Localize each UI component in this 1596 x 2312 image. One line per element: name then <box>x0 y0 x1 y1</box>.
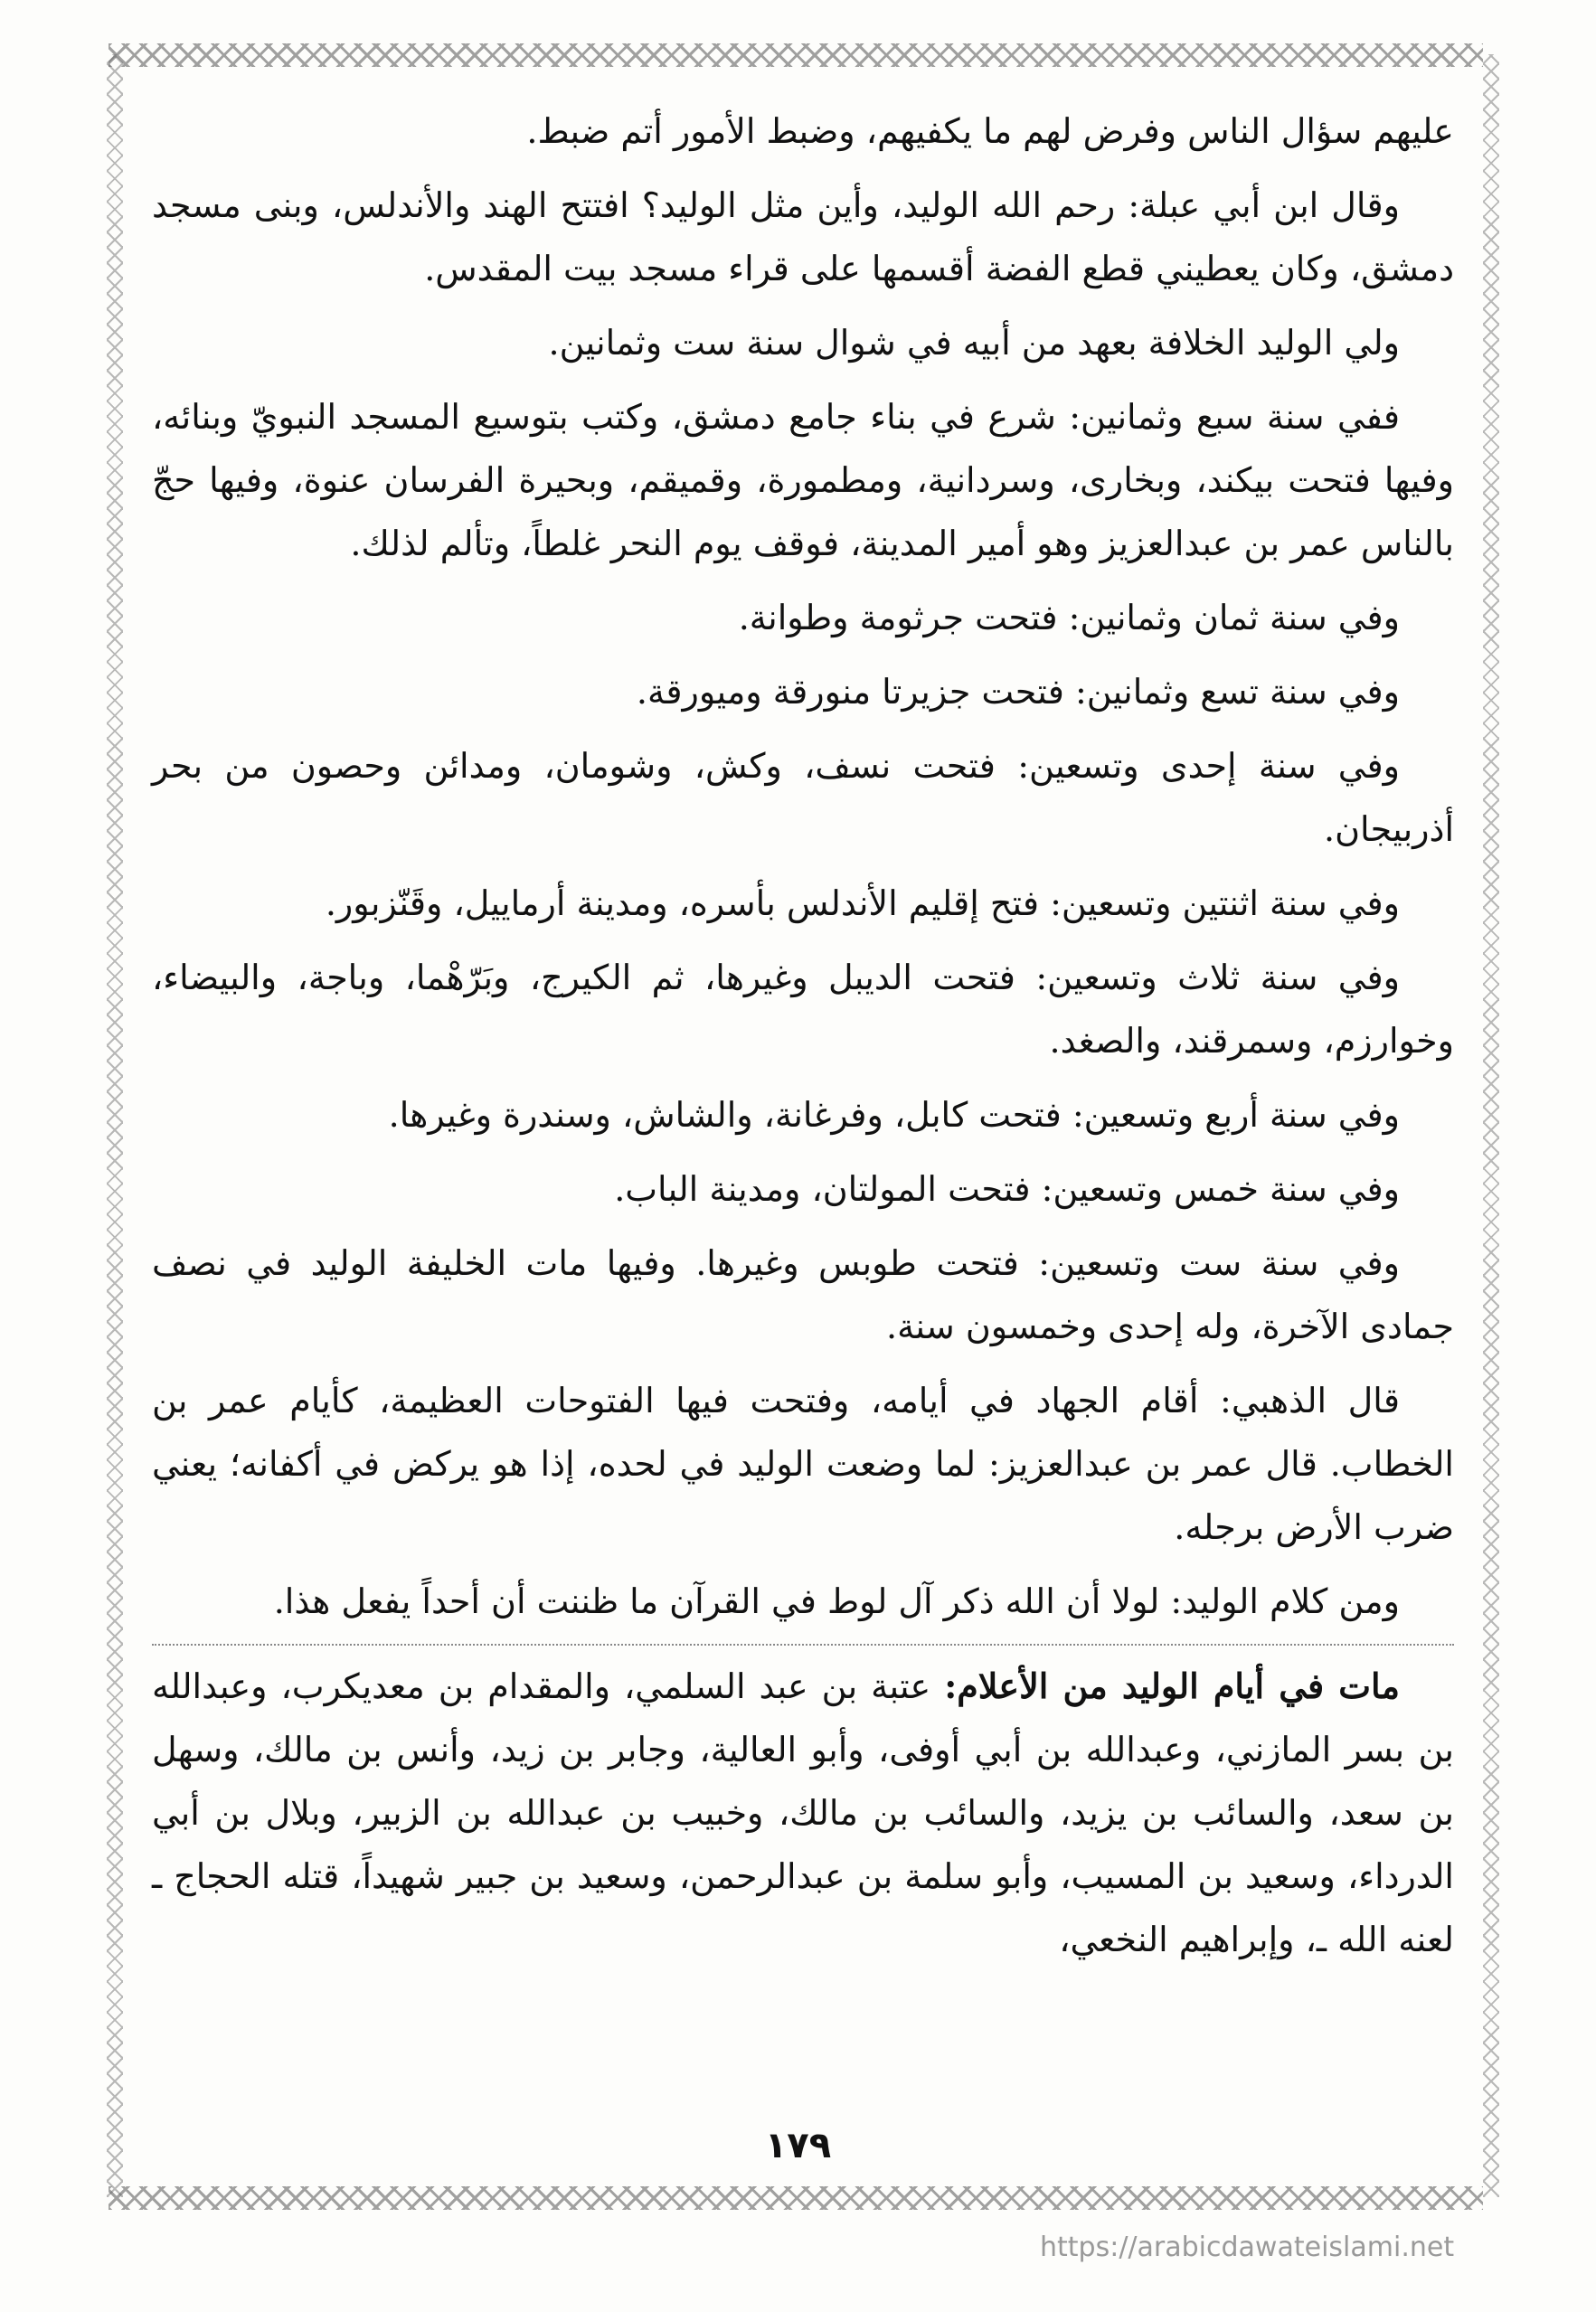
notables-text: عتبة بن عبد السلمي، والمقدام بن معديكرب، وعبدالله بن بسر المازني، وعبدالله بن أبي أوفى، وأبو العالية، وجابر بن زيد، وأنس بن مالك، وسهل بن سعد، والسائب بن يزيد، والسائب بن مالك، وخبيب بن عبدالله بن الزبير، وبلال بن أبي الدرداء، وسعيد بن المسيب، وأبو سلمة بن عبدالرحمن، وسعيد بن جبير شهيداً، قتله الحجاج ـ لعنه الله ـ، وإبراهيم النخعي، <box>152 1666 1454 1959</box>
paragraph: وفي سنة أربع وتسعين: فتحت كابل، وفرغانة، والشاش، وسندرة وغيرها. <box>388 1095 1400 1135</box>
paragraph: وفي سنة ست وتسعين: فتحت طوبس وغيرها. وفيها مات الخليفة الوليد في نصف جمادى الآخرة، وله إحدى وخمسون سنة. <box>152 1243 1454 1346</box>
paragraph: ومن كلام الوليد: لولا أن الله ذكر آل لوط في القرآن ما ظننت أن أحداً يفعل هذا. <box>273 1581 1400 1621</box>
paragraph: ففي سنة سبع وثمانين: شرع في بناء جامع دمشق، وكتب بتوسيع المسجد النبويّ وبنائه، وفيها فتحت بيكند، وبخارى، وسردانية، ومطمورة، وقميقم، وبحيرة الفرسان عنوة، وفيها حجّ بالناس عمر بن عبدالعزيز وهو أمير المدينة، فوقف يوم النحر غلطاً، وتألم لذلك. <box>152 397 1454 563</box>
paragraph: وفي سنة ثلاث وتسعين: فتحت الديبل وغيرها، ثم الكيرج، وبَرّهْما، وباجة، والبيضاء، وخوارزم، وسمرقند، والصغد. <box>152 958 1454 1061</box>
paragraph: وفي سنة إحدى وتسعين: فتحت نسف، وكش، وشومان، ومدائن وحصون من بحر أذربيجان. <box>152 746 1454 849</box>
notables-heading: مات في أيام الوليد من الأعلام: <box>944 1666 1400 1706</box>
paragraph-notables <box>152 1655 1454 1971</box>
body-text <box>152 99 1454 1982</box>
decorative-border-top <box>109 43 1483 67</box>
section-divider <box>152 1644 1454 1646</box>
decorative-border-left <box>107 54 123 2197</box>
paragraph: ولي الوليد الخلافة بعهد من أبيه في شوال سنة ست وثمانين. <box>548 323 1400 363</box>
paragraph: وفي سنة اثنتين وتسعين: فتح إقليم الأندلس بأسره، ومدينة أرماييل، وقَنّزبور. <box>325 883 1400 923</box>
paragraph: وفي سنة تسع وثمانين: فتحت جزيرتا منورقة وميورقة. <box>636 672 1400 712</box>
decorative-border-right <box>1483 54 1499 2197</box>
paragraph: وقال ابن أبي عبلة: رحم الله الوليد، وأين مثل الوليد؟ افتتح الهند والأندلس، وبنى مسجد دمشق، وكان يعطيني قطع الفضة أقسمها على قراء مسجد بيت المقدس. <box>152 185 1454 288</box>
paragraph: وفي سنة ثمان وثمانين: فتحت جرثومة وطوانة. <box>738 598 1400 637</box>
paragraph: وفي سنة خمس وتسعين: فتحت المولتان، ومدينة الباب. <box>614 1169 1400 1209</box>
decorative-border-bottom <box>109 2186 1483 2210</box>
page-number: ١٧٩ <box>764 2125 832 2166</box>
watermark-url: https://arabicdawateislami.net <box>1040 2232 1455 2263</box>
paragraph: قال الذهبي: أقام الجهاد في أيامه، وفتحت فيها الفتوحات العظيمة، كأيام عمر بن الخطاب. قال عمر بن عبدالعزيز: لما وضعت الوليد في لحده، إذا هو يركض في أكفانه؛ يعني ضرب الأرض برجله. <box>152 1381 1454 1547</box>
paragraph: عليهم سؤال الناس وفرض لهم ما يكفيهم، وضبط الأمور أتم ضبط. <box>526 111 1454 151</box>
